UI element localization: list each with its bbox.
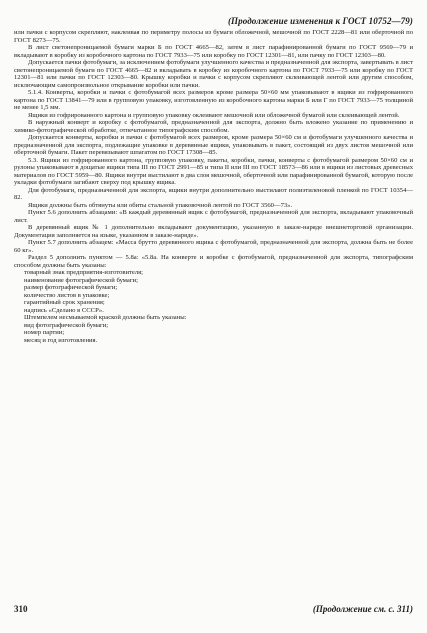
document-body — [14, 29, 413, 344]
paragraph: В наружный конверт и коробку с фотобумагой, предназначенной для экспорта, должно быть вложено указание по применению и химико-фотографической обработке, отпечатанное типографским способом. — [14, 119, 413, 134]
paragraph: 5.3. Ящики из гофрированного картона, групповую упаковку, пакеты, коробки, пачки, конверты с фотобумагой размером 50×60 см и рулоны упаковывают в дощатые ящики типа III по ГОСТ 2991—85 и типа II или III по ГОСТ 18573—86 или в ящики из листовых древесных материалов по ГОСТ 5959—80. Ящики внутри выстилают в два слоя мешочной, оберточной или парафинированной бумагой, которую после укладки фотобумаги загибают сверху под крышку ящика. — [14, 156, 413, 186]
paragraph: Пункт 5.6 дополнить абзацами: «В каждый деревянный ящик с фотобумагой, предназначенной для экспорта, вкладывают упаковочный лист. — [14, 209, 413, 224]
paragraph: Пункт 5.7 дополнить абзацем: «Масса брутто деревянного ящика с фотобумагой, предназначенной для экспорта, должна быть не более 60 кг». — [14, 239, 413, 254]
list-item: номер партии; — [24, 329, 65, 336]
marking-list — [14, 269, 413, 344]
list-item: товарный знак предприятия-изготовителя; — [24, 269, 144, 276]
paragraph: Допускается пачки фотобумаги, за исключением фотобумаги улучшенного качества и предназначенной для экспорта, завертывать в лист светонепроницаемой бумаги по ГОСТ 4665—82 и вкладывать в коробку из коробочного картона по ГОСТ 7933—75 или коробку по ГОСТ 12301—81 или пачки по ГОСТ 12303—80. Крышку коробки и пачки с корпусом скрепляют склеивающей лентой или другим способом, исключающим самопроизвольное открывание коробки или пачки. — [14, 59, 413, 89]
paragraph: Ящики из гофрированного картона и групповую упаковку оклеивают мешочной или обложечной бумагой или склеивающей лентой. — [28, 111, 400, 119]
list-item: вид фотографической бумаги; — [24, 321, 109, 329]
continuation-note: (Продолжение см. с. 311) — [312, 604, 413, 614]
list-item: количество листов в упаковке; — [24, 291, 110, 299]
paragraph: Ящики должны быть обтянуты или обиты стальной упаковочной лентой по ГОСТ 3560—73». — [28, 201, 293, 209]
paragraph: Допускается конверты, коробки и пачки с фотобумагой всех размеров, кроме размера 50×60 см и фотобумаги улучшенного качества и предназначенной для экспорта, подлежащие упаковке в деревянные ящики, упаковывать в пакет, состоящий из двух листов мешочной или оберточной бумаги. Пакет перевязывают шпагатом по ГОСТ 17308—85. — [14, 134, 413, 156]
paragraph: В лист светонепроницаемой бумаги марки Б по ГОСТ 4665—82, затем в лист парафинированной бумаги по ГОСТ 9569—79 и вкладывают в коробку из коробочного картона по ГОСТ 7933—75 или коробку по ГОСТ 12301—81, или пачку по ГОСТ 12303—80. — [14, 44, 413, 59]
paragraph: или пачки с корпусом скрепляют, наклеивая по периметру полосы из бумаги обложечной, мешочной по ГОСТ 2228—81 или оберточной по ГОСТ 8273—75. — [14, 29, 413, 44]
paragraph: Для фотобумаги, предназначенной для экспорта, ящики внутри дополнительно выстилают полиэтиленовой пленкой по ГОСТ 10354—82. — [14, 186, 413, 201]
paragraph: В деревянный ящик № 1 дополнительно вкладывают документацию, указанную в заказе-наряде внешнеторговой организации. Документация заполняется на языке, указанном в заказе-наряде». — [14, 224, 413, 239]
page-footer — [14, 604, 413, 614]
page-number: 310 — [14, 604, 28, 614]
page-header: (Продолжение изменения к ГОСТ 10752—79) — [227, 16, 413, 26]
list-item: месяц и год изготовления. — [24, 336, 98, 344]
list-item: размер фотографической бумаги; — [24, 284, 118, 291]
paragraph: Раздел 5 дополнить пунктом — 5.8а: «5.8а. На конверте и коробке с фотобумагой, предназначенной для экспорта, типографским способом должны быть указаны: — [14, 254, 413, 269]
paragraph: 5.1.4. Конверты, коробки и пачки с фотобумагой всех размеров кроме размера 50×60 мм упаковывают в ящики из гофрированного картона по ГОСТ 13841—79 или в групповую упаковку, изготовленную из коробочного картона марки Б или Г по ГОСТ 7933—75 толщиной не менее 1,5 мм. — [14, 89, 413, 111]
list-item: Штемпелем несмываемой краской должны быть указаны: — [24, 314, 187, 321]
list-item: гарантийный срок хранения; — [24, 299, 105, 306]
list-item: наименование фотографической бумаги; — [24, 276, 138, 284]
list-item: надпись «Сделано в СССР». — [24, 306, 104, 314]
